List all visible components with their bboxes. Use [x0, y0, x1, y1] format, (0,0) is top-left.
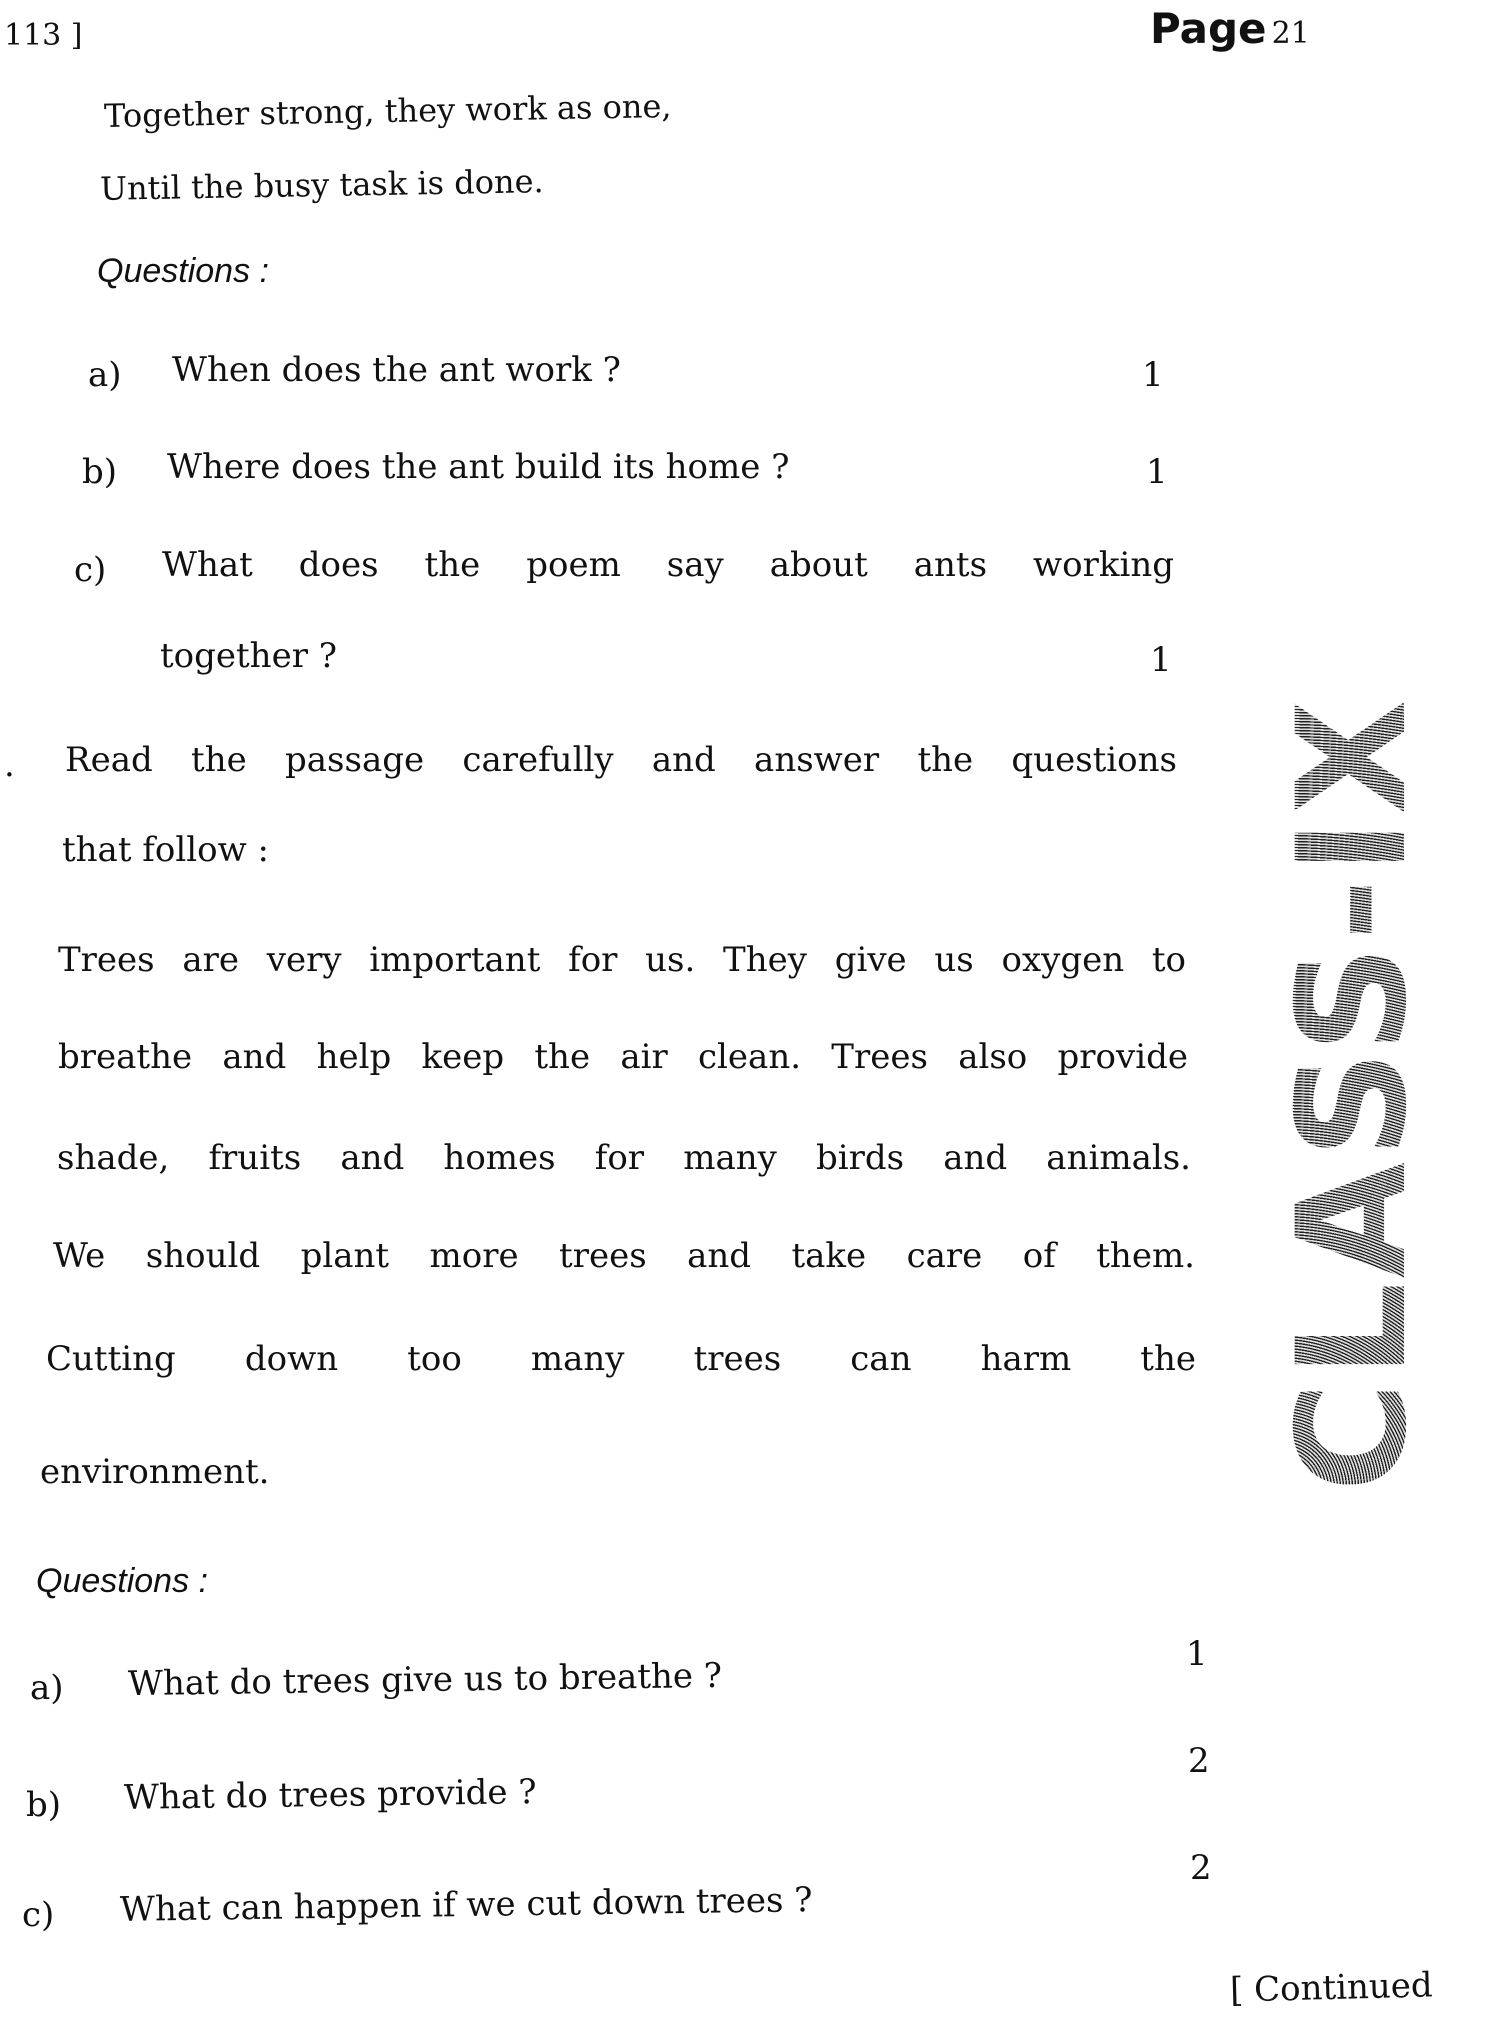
- page-reference: 113 ]: [4, 18, 83, 53]
- instruction-line: that follow :: [62, 830, 269, 870]
- poem-line: Together strong, they work as one,: [103, 87, 672, 135]
- passage-line: Trees are very important for us. They give us oxygen to: [58, 940, 1186, 980]
- class-watermark: CLASS-IX: [1266, 695, 1440, 1492]
- page-header: [1150, 4, 1310, 53]
- question-label: b): [82, 452, 118, 492]
- continued-note: [ Continued: [1229, 1965, 1434, 2011]
- question-text: What can happen if we cut down trees ?: [119, 1880, 813, 1930]
- question-text: What do trees give us to breathe ?: [127, 1655, 723, 1705]
- question-marks: 1: [1186, 1634, 1208, 1674]
- question-text: When does the ant work ?: [172, 350, 621, 390]
- passage-line: breathe and help keep the air clean. Trees also provide: [58, 1037, 1188, 1077]
- passage-line: We should plant more trees and take care of them.: [53, 1236, 1195, 1276]
- question-marks: 2: [1190, 1848, 1212, 1888]
- question-marks: 1: [1150, 640, 1172, 680]
- passage-line: Cutting down too many trees can harm the: [46, 1339, 1196, 1379]
- question-label: b): [26, 1785, 62, 1825]
- passage-line: shade, fruits and homes for many birds and animals.: [57, 1138, 1191, 1178]
- passage-line: environment.: [40, 1452, 270, 1492]
- question-text: What does the poem say about ants working: [162, 545, 1174, 585]
- question-text: Where does the ant build its home ?: [167, 447, 790, 487]
- question-label: a): [30, 1668, 64, 1708]
- question-marks: 1: [1142, 355, 1164, 395]
- instruction-line: Read the passage carefully and answer the questions: [65, 740, 1177, 780]
- page-label: Page: [1150, 4, 1267, 53]
- question-text-continued: together ?: [160, 636, 337, 676]
- question-label: c): [22, 1895, 55, 1935]
- questions-heading: Questions :: [36, 1562, 208, 1600]
- page-number: 21: [1271, 16, 1310, 51]
- question-marks: 1: [1146, 452, 1168, 492]
- question-marks: 2: [1188, 1741, 1210, 1781]
- poem-line: Until the busy task is done.: [99, 162, 544, 208]
- question-number-bullet: .: [4, 745, 15, 785]
- question-text: What do trees provide ?: [123, 1772, 537, 1818]
- question-label: a): [88, 355, 122, 395]
- question-label: c): [74, 550, 107, 590]
- questions-heading: Questions :: [97, 252, 269, 290]
